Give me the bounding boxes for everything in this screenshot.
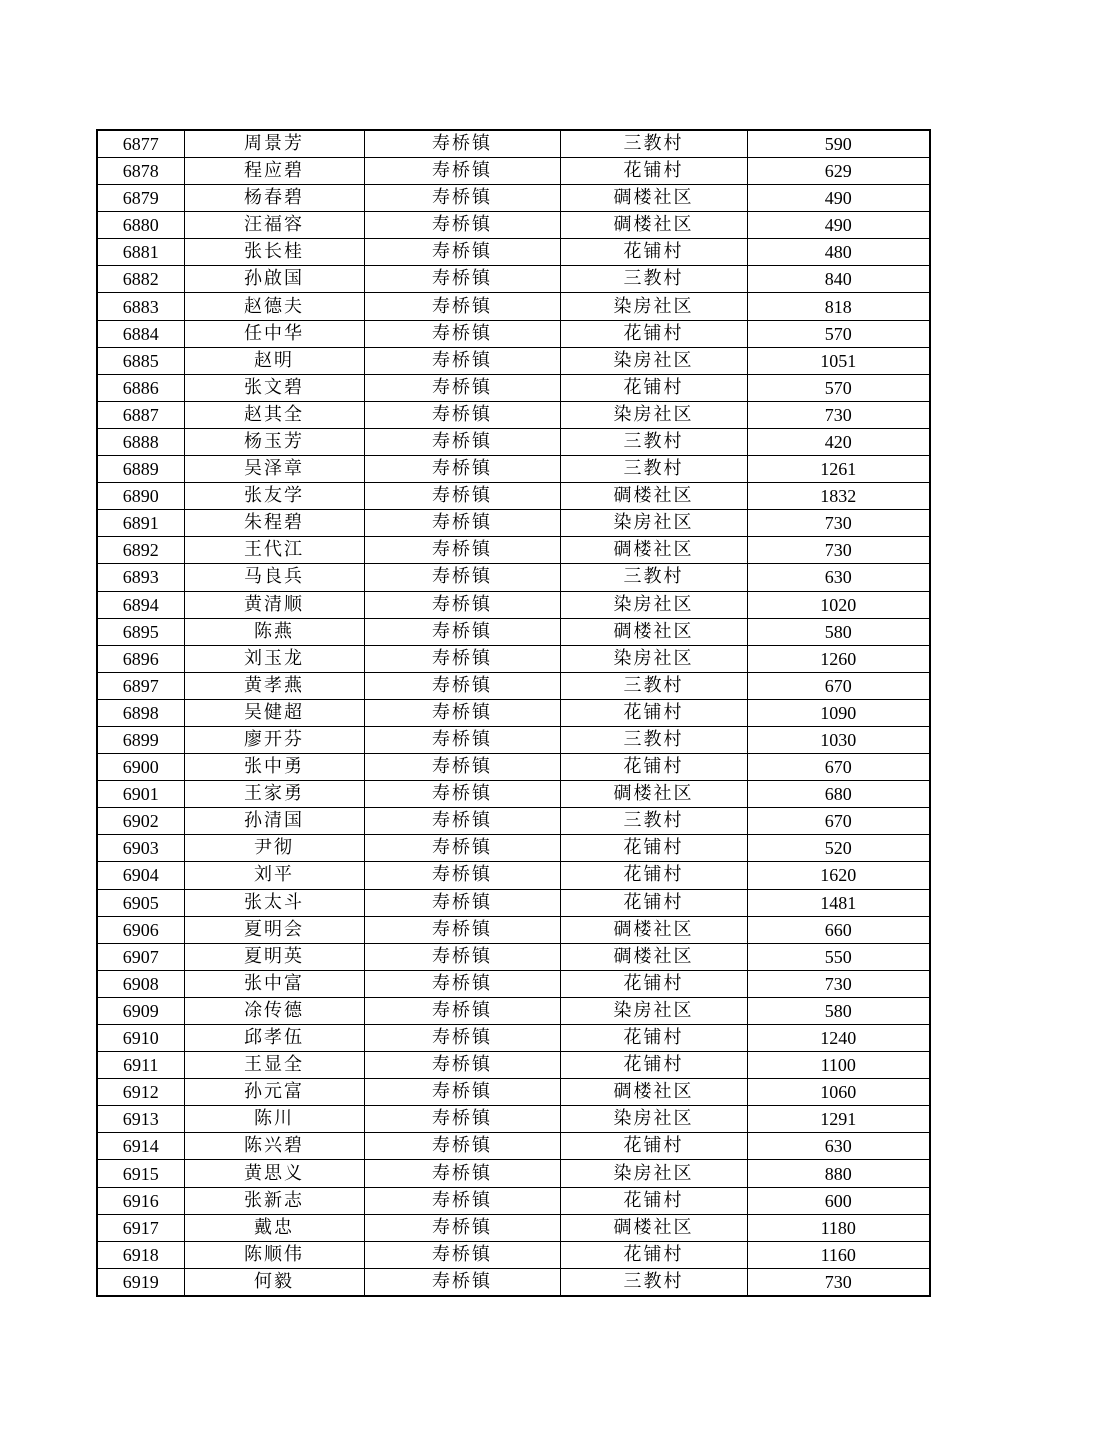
cell-amount: 630 (747, 1133, 930, 1160)
table-row (97, 943, 930, 970)
cell-amount: 730 (747, 970, 930, 997)
cell-name: 张长桂 (184, 239, 364, 266)
cell-village: 三教村 (560, 808, 747, 835)
table-row (97, 401, 930, 428)
cell-amount: 670 (747, 672, 930, 699)
cell-name: 夏明会 (184, 916, 364, 943)
cell-name: 廖开芬 (184, 726, 364, 753)
cell-town: 寿桥镇 (364, 185, 560, 212)
table-row (97, 510, 930, 537)
cell-amount: 629 (747, 158, 930, 185)
cell-village: 花铺村 (560, 1187, 747, 1214)
cell-name: 吴泽章 (184, 456, 364, 483)
cell-name: 王家勇 (184, 781, 364, 808)
cell-village: 染房社区 (560, 347, 747, 374)
cell-amount: 420 (747, 428, 930, 455)
table-row (97, 591, 930, 618)
cell-town: 寿桥镇 (364, 1187, 560, 1214)
cell-village: 花铺村 (560, 1052, 747, 1079)
cell-village: 花铺村 (560, 862, 747, 889)
cell-village: 染房社区 (560, 1160, 747, 1187)
cell-serial-number: 6919 (97, 1268, 184, 1296)
cell-village: 花铺村 (560, 970, 747, 997)
cell-name: 赵明 (184, 347, 364, 374)
table-row (97, 862, 930, 889)
cell-town: 寿桥镇 (364, 1214, 560, 1241)
table-row (97, 916, 930, 943)
cell-village: 花铺村 (560, 889, 747, 916)
cell-village: 花铺村 (560, 835, 747, 862)
cell-amount: 1090 (747, 699, 930, 726)
cell-serial-number: 6911 (97, 1052, 184, 1079)
cell-name: 孙清国 (184, 808, 364, 835)
table-row (97, 970, 930, 997)
cell-name: 王显全 (184, 1052, 364, 1079)
cell-amount: 570 (747, 320, 930, 347)
cell-village: 碉楼社区 (560, 916, 747, 943)
cell-town: 寿桥镇 (364, 916, 560, 943)
table-row (97, 1187, 930, 1214)
cell-amount: 1261 (747, 456, 930, 483)
cell-name: 杨春碧 (184, 185, 364, 212)
cell-village: 花铺村 (560, 699, 747, 726)
cell-serial-number: 6900 (97, 754, 184, 781)
cell-town: 寿桥镇 (364, 1160, 560, 1187)
table-row (97, 781, 930, 808)
table-row (97, 997, 930, 1024)
cell-amount: 1291 (747, 1106, 930, 1133)
cell-amount: 730 (747, 537, 930, 564)
cell-amount: 600 (747, 1187, 930, 1214)
cell-town: 寿桥镇 (364, 1025, 560, 1052)
cell-village: 三教村 (560, 456, 747, 483)
cell-name: 尹彻 (184, 835, 364, 862)
cell-name: 赵其全 (184, 401, 364, 428)
cell-serial-number: 6885 (97, 347, 184, 374)
table-row (97, 158, 930, 185)
cell-name: 赵德夫 (184, 293, 364, 320)
cell-name: 刘平 (184, 862, 364, 889)
cell-village: 花铺村 (560, 754, 747, 781)
cell-amount: 680 (747, 781, 930, 808)
cell-town: 寿桥镇 (364, 943, 560, 970)
table-row (97, 456, 930, 483)
cell-town: 寿桥镇 (364, 401, 560, 428)
table-row (97, 1025, 930, 1052)
cell-serial-number: 6888 (97, 428, 184, 455)
table-row (97, 1106, 930, 1133)
cell-name: 黄思义 (184, 1160, 364, 1187)
cell-serial-number: 6916 (97, 1187, 184, 1214)
table-row (97, 428, 930, 455)
cell-town: 寿桥镇 (364, 374, 560, 401)
cell-serial-number: 6883 (97, 293, 184, 320)
cell-serial-number: 6887 (97, 401, 184, 428)
cell-serial-number: 6891 (97, 510, 184, 537)
cell-town: 寿桥镇 (364, 862, 560, 889)
cell-serial-number: 6914 (97, 1133, 184, 1160)
cell-serial-number: 6896 (97, 645, 184, 672)
cell-name: 黄孝燕 (184, 672, 364, 699)
cell-village: 三教村 (560, 1268, 747, 1296)
cell-serial-number: 6882 (97, 266, 184, 293)
cell-name: 张新志 (184, 1187, 364, 1214)
cell-town: 寿桥镇 (364, 970, 560, 997)
cell-town: 寿桥镇 (364, 726, 560, 753)
cell-name: 张文碧 (184, 374, 364, 401)
cell-town: 寿桥镇 (364, 1241, 560, 1268)
cell-serial-number: 6894 (97, 591, 184, 618)
table-row (97, 564, 930, 591)
cell-amount: 1240 (747, 1025, 930, 1052)
cell-name: 杨玉芳 (184, 428, 364, 455)
cell-amount: 490 (747, 212, 930, 239)
cell-village: 花铺村 (560, 1025, 747, 1052)
table-row (97, 293, 930, 320)
cell-village: 染房社区 (560, 401, 747, 428)
cell-amount: 1020 (747, 591, 930, 618)
table-row (97, 1052, 930, 1079)
cell-town: 寿桥镇 (364, 618, 560, 645)
cell-village: 碉楼社区 (560, 618, 747, 645)
roster-table-body (97, 130, 930, 1296)
cell-village: 花铺村 (560, 374, 747, 401)
cell-amount: 1481 (747, 889, 930, 916)
cell-village: 染房社区 (560, 293, 747, 320)
table-row (97, 212, 930, 239)
cell-town: 寿桥镇 (364, 754, 560, 781)
cell-name: 马良兵 (184, 564, 364, 591)
cell-village: 碉楼社区 (560, 537, 747, 564)
table-row (97, 1160, 930, 1187)
cell-serial-number: 6895 (97, 618, 184, 645)
cell-amount: 1260 (747, 645, 930, 672)
cell-serial-number: 6890 (97, 483, 184, 510)
cell-amount: 570 (747, 374, 930, 401)
cell-town: 寿桥镇 (364, 428, 560, 455)
cell-serial-number: 6881 (97, 239, 184, 266)
cell-town: 寿桥镇 (364, 266, 560, 293)
cell-town: 寿桥镇 (364, 591, 560, 618)
cell-serial-number: 6899 (97, 726, 184, 753)
table-row (97, 483, 930, 510)
cell-village: 花铺村 (560, 239, 747, 266)
cell-village: 碉楼社区 (560, 185, 747, 212)
cell-amount: 490 (747, 185, 930, 212)
cell-amount: 730 (747, 401, 930, 428)
cell-town: 寿桥镇 (364, 672, 560, 699)
cell-amount: 520 (747, 835, 930, 862)
cell-amount: 480 (747, 239, 930, 266)
cell-town: 寿桥镇 (364, 645, 560, 672)
cell-serial-number: 6884 (97, 320, 184, 347)
cell-village: 三教村 (560, 428, 747, 455)
cell-name: 戴忠 (184, 1214, 364, 1241)
cell-village: 碉楼社区 (560, 483, 747, 510)
cell-name: 孙啟国 (184, 266, 364, 293)
table-row (97, 537, 930, 564)
cell-village: 花铺村 (560, 1133, 747, 1160)
cell-name: 刘玉龙 (184, 645, 364, 672)
cell-serial-number: 6909 (97, 997, 184, 1024)
cell-town: 寿桥镇 (364, 997, 560, 1024)
cell-serial-number: 6905 (97, 889, 184, 916)
cell-serial-number: 6877 (97, 130, 184, 158)
cell-serial-number: 6906 (97, 916, 184, 943)
cell-amount: 1051 (747, 347, 930, 374)
cell-serial-number: 6901 (97, 781, 184, 808)
table-row (97, 1133, 930, 1160)
cell-town: 寿桥镇 (364, 239, 560, 266)
cell-serial-number: 6880 (97, 212, 184, 239)
cell-serial-number: 6886 (97, 374, 184, 401)
cell-amount: 670 (747, 808, 930, 835)
cell-town: 寿桥镇 (364, 1106, 560, 1133)
cell-town: 寿桥镇 (364, 889, 560, 916)
cell-serial-number: 6902 (97, 808, 184, 835)
cell-serial-number: 6915 (97, 1160, 184, 1187)
table-row (97, 618, 930, 645)
cell-name: 黄清顺 (184, 591, 364, 618)
table-row (97, 185, 930, 212)
table-row (97, 1268, 930, 1296)
cell-serial-number: 6889 (97, 456, 184, 483)
cell-town: 寿桥镇 (364, 130, 560, 158)
cell-village: 染房社区 (560, 1106, 747, 1133)
cell-amount: 880 (747, 1160, 930, 1187)
cell-town: 寿桥镇 (364, 808, 560, 835)
cell-serial-number: 6913 (97, 1106, 184, 1133)
cell-name: 孙元富 (184, 1079, 364, 1106)
cell-name: 张中富 (184, 970, 364, 997)
table-row (97, 130, 930, 158)
cell-serial-number: 6898 (97, 699, 184, 726)
cell-town: 寿桥镇 (364, 564, 560, 591)
cell-serial-number: 6912 (97, 1079, 184, 1106)
cell-amount: 1030 (747, 726, 930, 753)
cell-name: 凃传德 (184, 997, 364, 1024)
cell-amount: 840 (747, 266, 930, 293)
cell-village: 碉楼社区 (560, 1214, 747, 1241)
table-row (97, 374, 930, 401)
cell-serial-number: 6879 (97, 185, 184, 212)
cell-amount: 630 (747, 564, 930, 591)
table-row (97, 1214, 930, 1241)
cell-town: 寿桥镇 (364, 483, 560, 510)
cell-name: 程应碧 (184, 158, 364, 185)
cell-village: 染房社区 (560, 591, 747, 618)
cell-amount: 1100 (747, 1052, 930, 1079)
table-row (97, 1241, 930, 1268)
cell-amount: 1180 (747, 1214, 930, 1241)
cell-serial-number: 6892 (97, 537, 184, 564)
table-row (97, 672, 930, 699)
cell-name: 陈燕 (184, 618, 364, 645)
table-row (97, 835, 930, 862)
cell-name: 陈川 (184, 1106, 364, 1133)
cell-serial-number: 6903 (97, 835, 184, 862)
table-row (97, 808, 930, 835)
table-row (97, 754, 930, 781)
table-row (97, 726, 930, 753)
cell-town: 寿桥镇 (364, 1052, 560, 1079)
table-row (97, 266, 930, 293)
cell-amount: 1832 (747, 483, 930, 510)
cell-serial-number: 6904 (97, 862, 184, 889)
cell-village: 碉楼社区 (560, 781, 747, 808)
cell-village: 花铺村 (560, 158, 747, 185)
cell-amount: 580 (747, 618, 930, 645)
cell-town: 寿桥镇 (364, 781, 560, 808)
cell-village: 染房社区 (560, 997, 747, 1024)
cell-town: 寿桥镇 (364, 293, 560, 320)
cell-village: 染房社区 (560, 645, 747, 672)
table-row (97, 645, 930, 672)
cell-name: 何毅 (184, 1268, 364, 1296)
cell-village: 三教村 (560, 564, 747, 591)
cell-name: 张友学 (184, 483, 364, 510)
cell-name: 汪福容 (184, 212, 364, 239)
cell-town: 寿桥镇 (364, 456, 560, 483)
cell-amount: 580 (747, 997, 930, 1024)
cell-town: 寿桥镇 (364, 1133, 560, 1160)
cell-name: 周景芳 (184, 130, 364, 158)
cell-town: 寿桥镇 (364, 699, 560, 726)
cell-amount: 1160 (747, 1241, 930, 1268)
cell-village: 三教村 (560, 266, 747, 293)
table-row (97, 347, 930, 374)
cell-serial-number: 6918 (97, 1241, 184, 1268)
cell-name: 张中勇 (184, 754, 364, 781)
cell-amount: 818 (747, 293, 930, 320)
cell-amount: 730 (747, 510, 930, 537)
cell-name: 邱孝伍 (184, 1025, 364, 1052)
cell-serial-number: 6907 (97, 943, 184, 970)
roster-table (96, 129, 931, 1297)
cell-town: 寿桥镇 (364, 212, 560, 239)
cell-serial-number: 6878 (97, 158, 184, 185)
cell-amount: 1620 (747, 862, 930, 889)
cell-name: 吴健超 (184, 699, 364, 726)
cell-serial-number: 6910 (97, 1025, 184, 1052)
cell-town: 寿桥镇 (364, 835, 560, 862)
cell-village: 碉楼社区 (560, 212, 747, 239)
cell-amount: 660 (747, 916, 930, 943)
cell-village: 三教村 (560, 726, 747, 753)
cell-name: 陈顺伟 (184, 1241, 364, 1268)
cell-name: 夏明英 (184, 943, 364, 970)
cell-town: 寿桥镇 (364, 510, 560, 537)
cell-amount: 670 (747, 754, 930, 781)
cell-serial-number: 6917 (97, 1214, 184, 1241)
cell-town: 寿桥镇 (364, 1268, 560, 1296)
cell-town: 寿桥镇 (364, 537, 560, 564)
cell-village: 碉楼社区 (560, 943, 747, 970)
cell-amount: 550 (747, 943, 930, 970)
cell-village: 三教村 (560, 672, 747, 699)
cell-village: 花铺村 (560, 320, 747, 347)
table-row (97, 1079, 930, 1106)
table-row (97, 239, 930, 266)
cell-village: 碉楼社区 (560, 1079, 747, 1106)
cell-name: 任中华 (184, 320, 364, 347)
cell-village: 三教村 (560, 130, 747, 158)
table-row (97, 699, 930, 726)
cell-name: 王代江 (184, 537, 364, 564)
cell-amount: 730 (747, 1268, 930, 1296)
cell-name: 张太斗 (184, 889, 364, 916)
table-row (97, 320, 930, 347)
cell-name: 朱程碧 (184, 510, 364, 537)
table-row (97, 889, 930, 916)
cell-village: 染房社区 (560, 510, 747, 537)
cell-town: 寿桥镇 (364, 158, 560, 185)
cell-town: 寿桥镇 (364, 320, 560, 347)
cell-town: 寿桥镇 (364, 347, 560, 374)
cell-serial-number: 6908 (97, 970, 184, 997)
cell-town: 寿桥镇 (364, 1079, 560, 1106)
cell-amount: 590 (747, 130, 930, 158)
cell-serial-number: 6897 (97, 672, 184, 699)
cell-serial-number: 6893 (97, 564, 184, 591)
cell-amount: 1060 (747, 1079, 930, 1106)
cell-name: 陈兴碧 (184, 1133, 364, 1160)
cell-village: 花铺村 (560, 1241, 747, 1268)
